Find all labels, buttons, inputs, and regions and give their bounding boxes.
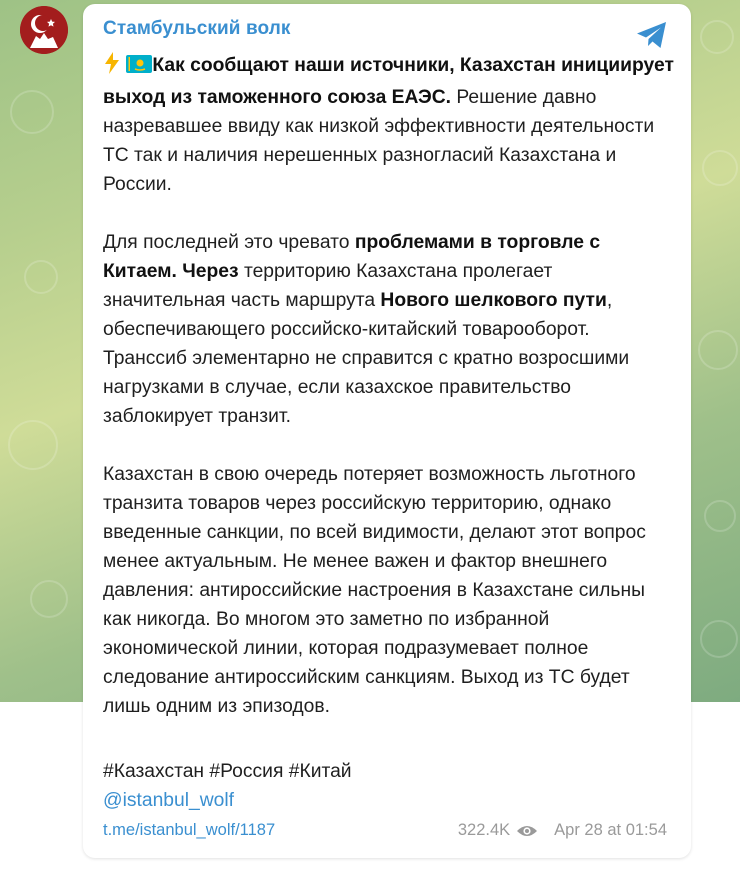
wallpaper-doodle [10, 90, 54, 134]
wallpaper-doodle [700, 620, 738, 658]
wallpaper-doodle [8, 420, 58, 470]
lightning-icon [103, 52, 121, 83]
eye-icon [516, 823, 538, 839]
paragraph-2-bold-1: проблемами в торговле с Китаем. Через [103, 232, 601, 282]
post-date: Apr 28 at 01:54 [554, 821, 667, 839]
wallpaper-doodle [698, 330, 738, 370]
paragraph-2-text-a: Для последней это чревато [103, 232, 355, 253]
wallpaper-doodle [702, 150, 738, 186]
paragraph-2-text-b: территорию Казахстана пролегает значительная часть маршрута [103, 261, 553, 311]
channel-avatar[interactable] [20, 6, 68, 54]
channel-handle-link[interactable]: @istanbul_wolf [103, 790, 235, 811]
hashtags[interactable]: #Казахстан #Россия #Китай [103, 761, 352, 782]
wallpaper-doodle [24, 260, 58, 294]
telegram-icon[interactable] [633, 16, 671, 54]
headline-bold: Как сообщают наши источники, Казахстан инициирует выход из таможенного союза ЕАЭС. [103, 55, 674, 108]
wallpaper-doodle [704, 500, 736, 532]
wallpaper-doodle [30, 580, 68, 618]
paragraph-1-text: Решение давно назревавшее ввиду как низкой эффективности деятельности ТС так и наличия нерешенных разногласий Казахстана и России. [103, 87, 655, 195]
paragraph-1 [103, 51, 678, 199]
wallpaper-doodle [700, 20, 734, 54]
kazakhstan-flag-icon [126, 54, 152, 83]
paragraph-2 [103, 228, 678, 431]
channel-name[interactable]: Стамбульский волк [103, 18, 291, 39]
paragraph-2-text-c: , обеспечивающего российско-китайский товарооборот. Транссиб элементарно не справится с кратно возросшими нагрузками в случае, если казахское правительство заблокирует транзит. [103, 290, 630, 427]
paragraph-2-bold-2: Нового шелкового пути [380, 290, 607, 311]
view-count: 322.4K [457, 821, 511, 839]
message-text [103, 51, 678, 750]
post-link[interactable]: t.me/istanbul_wolf/1187 [103, 821, 276, 839]
post-meta [458, 821, 667, 840]
message-bubble [83, 4, 691, 858]
paragraph-3: Казахстан в свою очередь потеряет возможность льготного транзита товаров через российскую территорию, однако введенные санкции, по всей видимости, делают этот вопрос менее актуальным. Не менее важен и фактор внешнего давления: антироссийские настроения в Казахстане сильны как никогда. Во многом это заметно по избранной экономической линии, которая подразумевает полное следование антироссийским санкциям. Выход из ТС будет лишь одним из эпизодов. [103, 464, 646, 717]
wolf-logo-icon [20, 6, 68, 54]
